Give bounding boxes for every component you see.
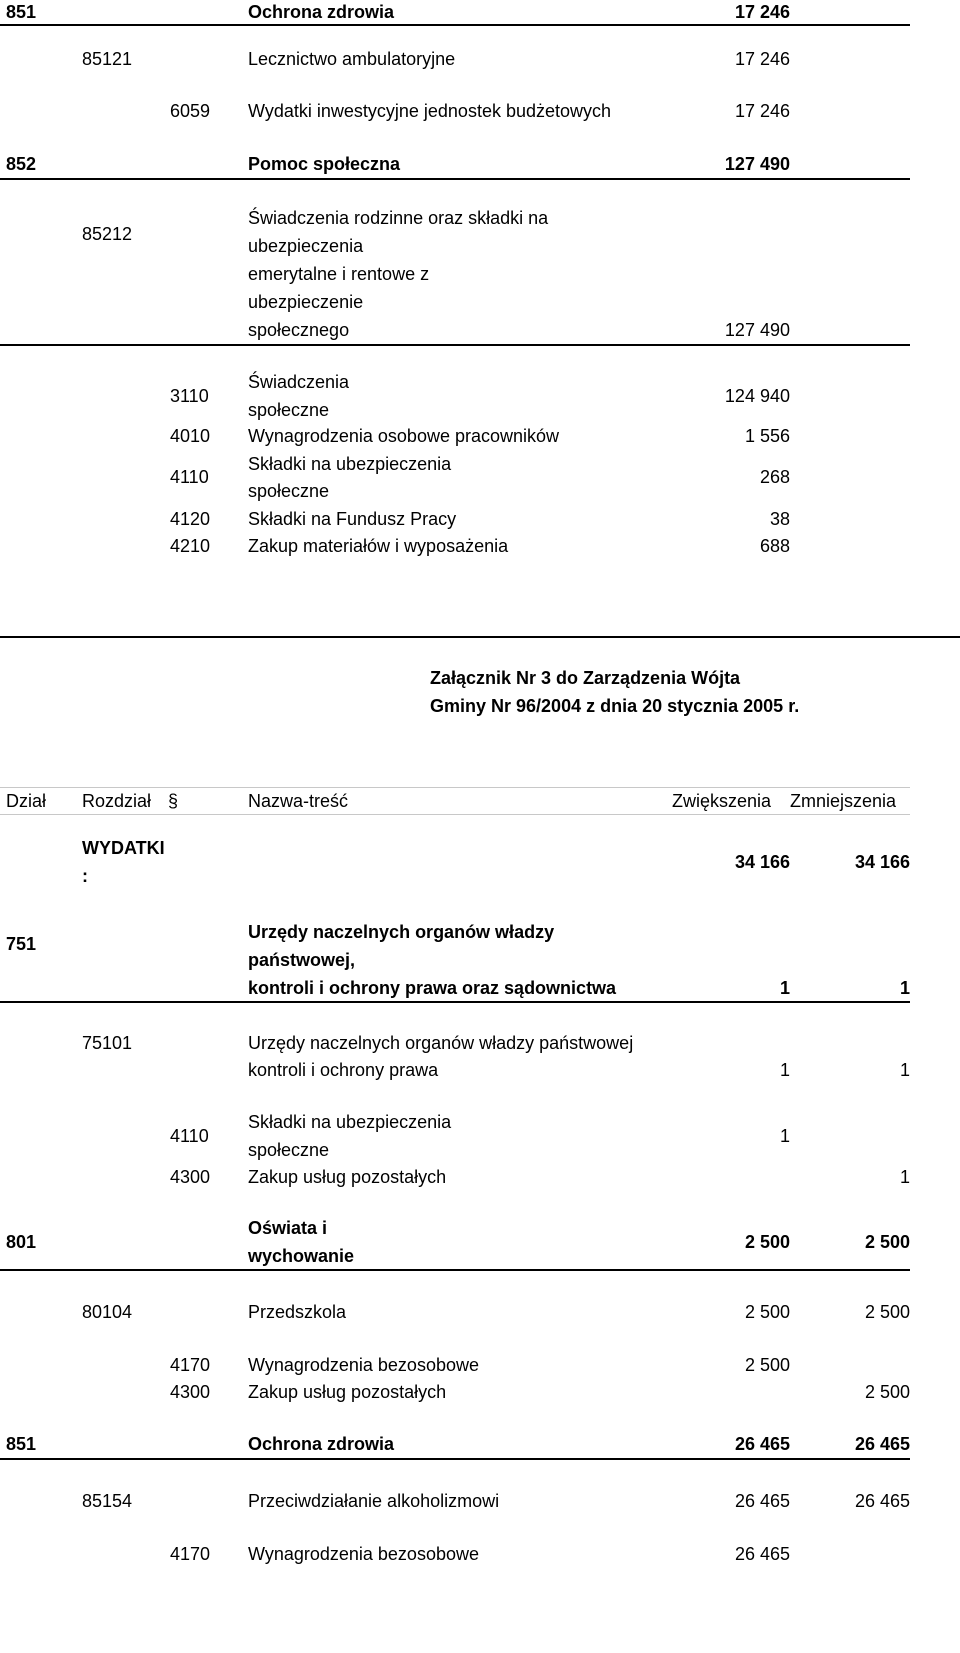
dzial-code: 851: [6, 1434, 37, 1454]
row-name-line: społeczne: [248, 400, 330, 420]
annex-title-line: Gminy Nr 96/2004 z dnia 20 stycznia 2005 r.: [430, 696, 800, 716]
row-divider: [0, 1001, 910, 1003]
row-name: Wynagrodzenia bezosobowe: [248, 1355, 479, 1375]
row-value: 38: [769, 509, 790, 529]
header-paragraph: §: [168, 791, 179, 811]
row-name-line: ubezpieczenia: [248, 236, 364, 256]
increase-value: 26 465: [734, 1544, 790, 1564]
increase-value: 2 500: [744, 1232, 790, 1252]
header-rozdzial: Rozdział: [82, 791, 152, 811]
row-name-line: wychowanie: [248, 1246, 355, 1266]
rozdzial-code: 85121: [82, 49, 133, 69]
rozdzial-code: 80104: [82, 1302, 133, 1322]
header-nazwa: Nazwa-treść: [248, 791, 349, 811]
header-bottom-border: [0, 814, 910, 815]
increase-value: 1: [779, 1060, 790, 1080]
row-name-line: Urzędy naczelnych organów władzy państwowej: [248, 1033, 634, 1053]
paragraph-code: 4110: [170, 467, 209, 487]
row-name-line: państwowej,: [248, 950, 356, 970]
increase-value: 1: [779, 978, 790, 998]
row-name: Składki na Fundusz Pracy: [248, 509, 457, 529]
row-name-line: Oświata i: [248, 1218, 328, 1238]
header-zwiekszenia: Zwiększenia: [672, 791, 772, 811]
increase-value: 26 465: [734, 1434, 790, 1454]
row-name-line: emerytalne i rentowe z: [248, 264, 430, 284]
header-dzial: Dział: [6, 791, 47, 811]
row-value: 268: [759, 467, 790, 487]
dzial-code: 852: [6, 154, 37, 174]
row-name: Wynagrodzenia bezosobowe: [248, 1544, 479, 1564]
row-value: 17 246: [734, 49, 790, 69]
decrease-value: 1: [899, 978, 910, 998]
row-name: Wynagrodzenia osobowe pracowników: [248, 426, 560, 446]
decrease-value: 34 166: [854, 852, 910, 872]
header-zmniejszenia: Zmniejszenia: [790, 791, 897, 811]
row-value: 127 490: [724, 320, 790, 340]
dzial-code: 751: [6, 934, 37, 954]
row-value: 17 246: [734, 101, 790, 121]
increase-value: 2 500: [744, 1302, 790, 1322]
row-name: Wydatki inwestycyjne jednostek budżetowych: [248, 101, 612, 121]
increase-value: 2 500: [744, 1355, 790, 1375]
increase-value: 34 166: [734, 852, 790, 872]
rozdzial-code: 75101: [82, 1033, 133, 1053]
increase-value: 26 465: [734, 1491, 790, 1511]
increase-value: 1: [779, 1126, 790, 1146]
row-name: Przedszkola: [248, 1302, 347, 1322]
dzial-code: 801: [6, 1232, 37, 1252]
row-name-line: kontroli i ochrony prawa oraz sądownictwa: [248, 978, 617, 998]
row-name-line: Składki na ubezpieczenia: [248, 454, 452, 474]
paragraph-code: 4120: [170, 509, 211, 529]
row-value: 124 940: [724, 386, 790, 406]
paragraph-code: 6059: [170, 101, 211, 121]
decrease-value: 26 465: [854, 1491, 910, 1511]
row-divider: [0, 178, 910, 180]
row-divider: [0, 344, 910, 346]
paragraph-code: 4110: [170, 1126, 209, 1146]
row-divider: [0, 1269, 910, 1271]
decrease-value: 26 465: [854, 1434, 910, 1454]
row-name: Zakup usług pozostałych: [248, 1167, 447, 1187]
row-value: 1 556: [744, 426, 790, 446]
row-name-line: społeczne: [248, 1140, 330, 1160]
decrease-value: 1: [899, 1060, 910, 1080]
paragraph-code: 4300: [170, 1167, 211, 1187]
row-name-line: Składki na ubezpieczenia: [248, 1112, 452, 1132]
decrease-value: 1: [899, 1167, 910, 1187]
wydatki-label-line: :: [82, 866, 88, 886]
row-name: Ochrona zdrowia: [248, 1434, 395, 1454]
wydatki-label-line: WYDATKI: [82, 838, 165, 858]
row-name: Zakup materiałów i wyposażenia: [248, 536, 509, 556]
dzial-code: 851: [6, 2, 37, 22]
paragraph-code: 4170: [170, 1355, 211, 1375]
paragraph-code: 4170: [170, 1544, 211, 1564]
row-name-line: społeczne: [248, 481, 330, 501]
decrease-value: 2 500: [864, 1232, 910, 1252]
row-name-line: kontroli i ochrony prawa: [248, 1060, 439, 1080]
rozdzial-code: 85154: [82, 1491, 133, 1511]
rozdzial-code: 85212: [82, 224, 133, 244]
paragraph-code: 4210: [170, 536, 211, 556]
row-value: 688: [759, 536, 790, 556]
row-name-line: społecznego: [248, 320, 350, 340]
decrease-value: 2 500: [864, 1382, 910, 1402]
page-separator: [0, 636, 960, 638]
row-divider: [0, 24, 910, 26]
paragraph-code: 4010: [170, 426, 211, 446]
paragraph-code: 3110: [170, 386, 209, 406]
row-name-line: Urzędy naczelnych organów władzy: [248, 922, 555, 942]
annex-title-line: Załącznik Nr 3 do Zarządzenia Wójta: [430, 668, 741, 688]
row-value: 17 246: [734, 2, 790, 22]
row-name: Lecznictwo ambulatoryjne: [248, 49, 456, 69]
row-value: 127 490: [724, 154, 790, 174]
row-name-line: Świadczenia rodzinne oraz składki na: [248, 208, 549, 228]
row-divider: [0, 1458, 910, 1460]
decrease-value: 2 500: [864, 1302, 910, 1322]
row-name: Ochrona zdrowia: [248, 2, 395, 22]
row-name-line: ubezpieczenie: [248, 292, 364, 312]
row-name: Przeciwdziałanie alkoholizmowi: [248, 1491, 500, 1511]
row-name-line: Świadczenia: [248, 372, 350, 392]
row-name: Pomoc społeczna: [248, 154, 401, 174]
paragraph-code: 4300: [170, 1382, 211, 1402]
row-name: Zakup usług pozostałych: [248, 1382, 447, 1402]
